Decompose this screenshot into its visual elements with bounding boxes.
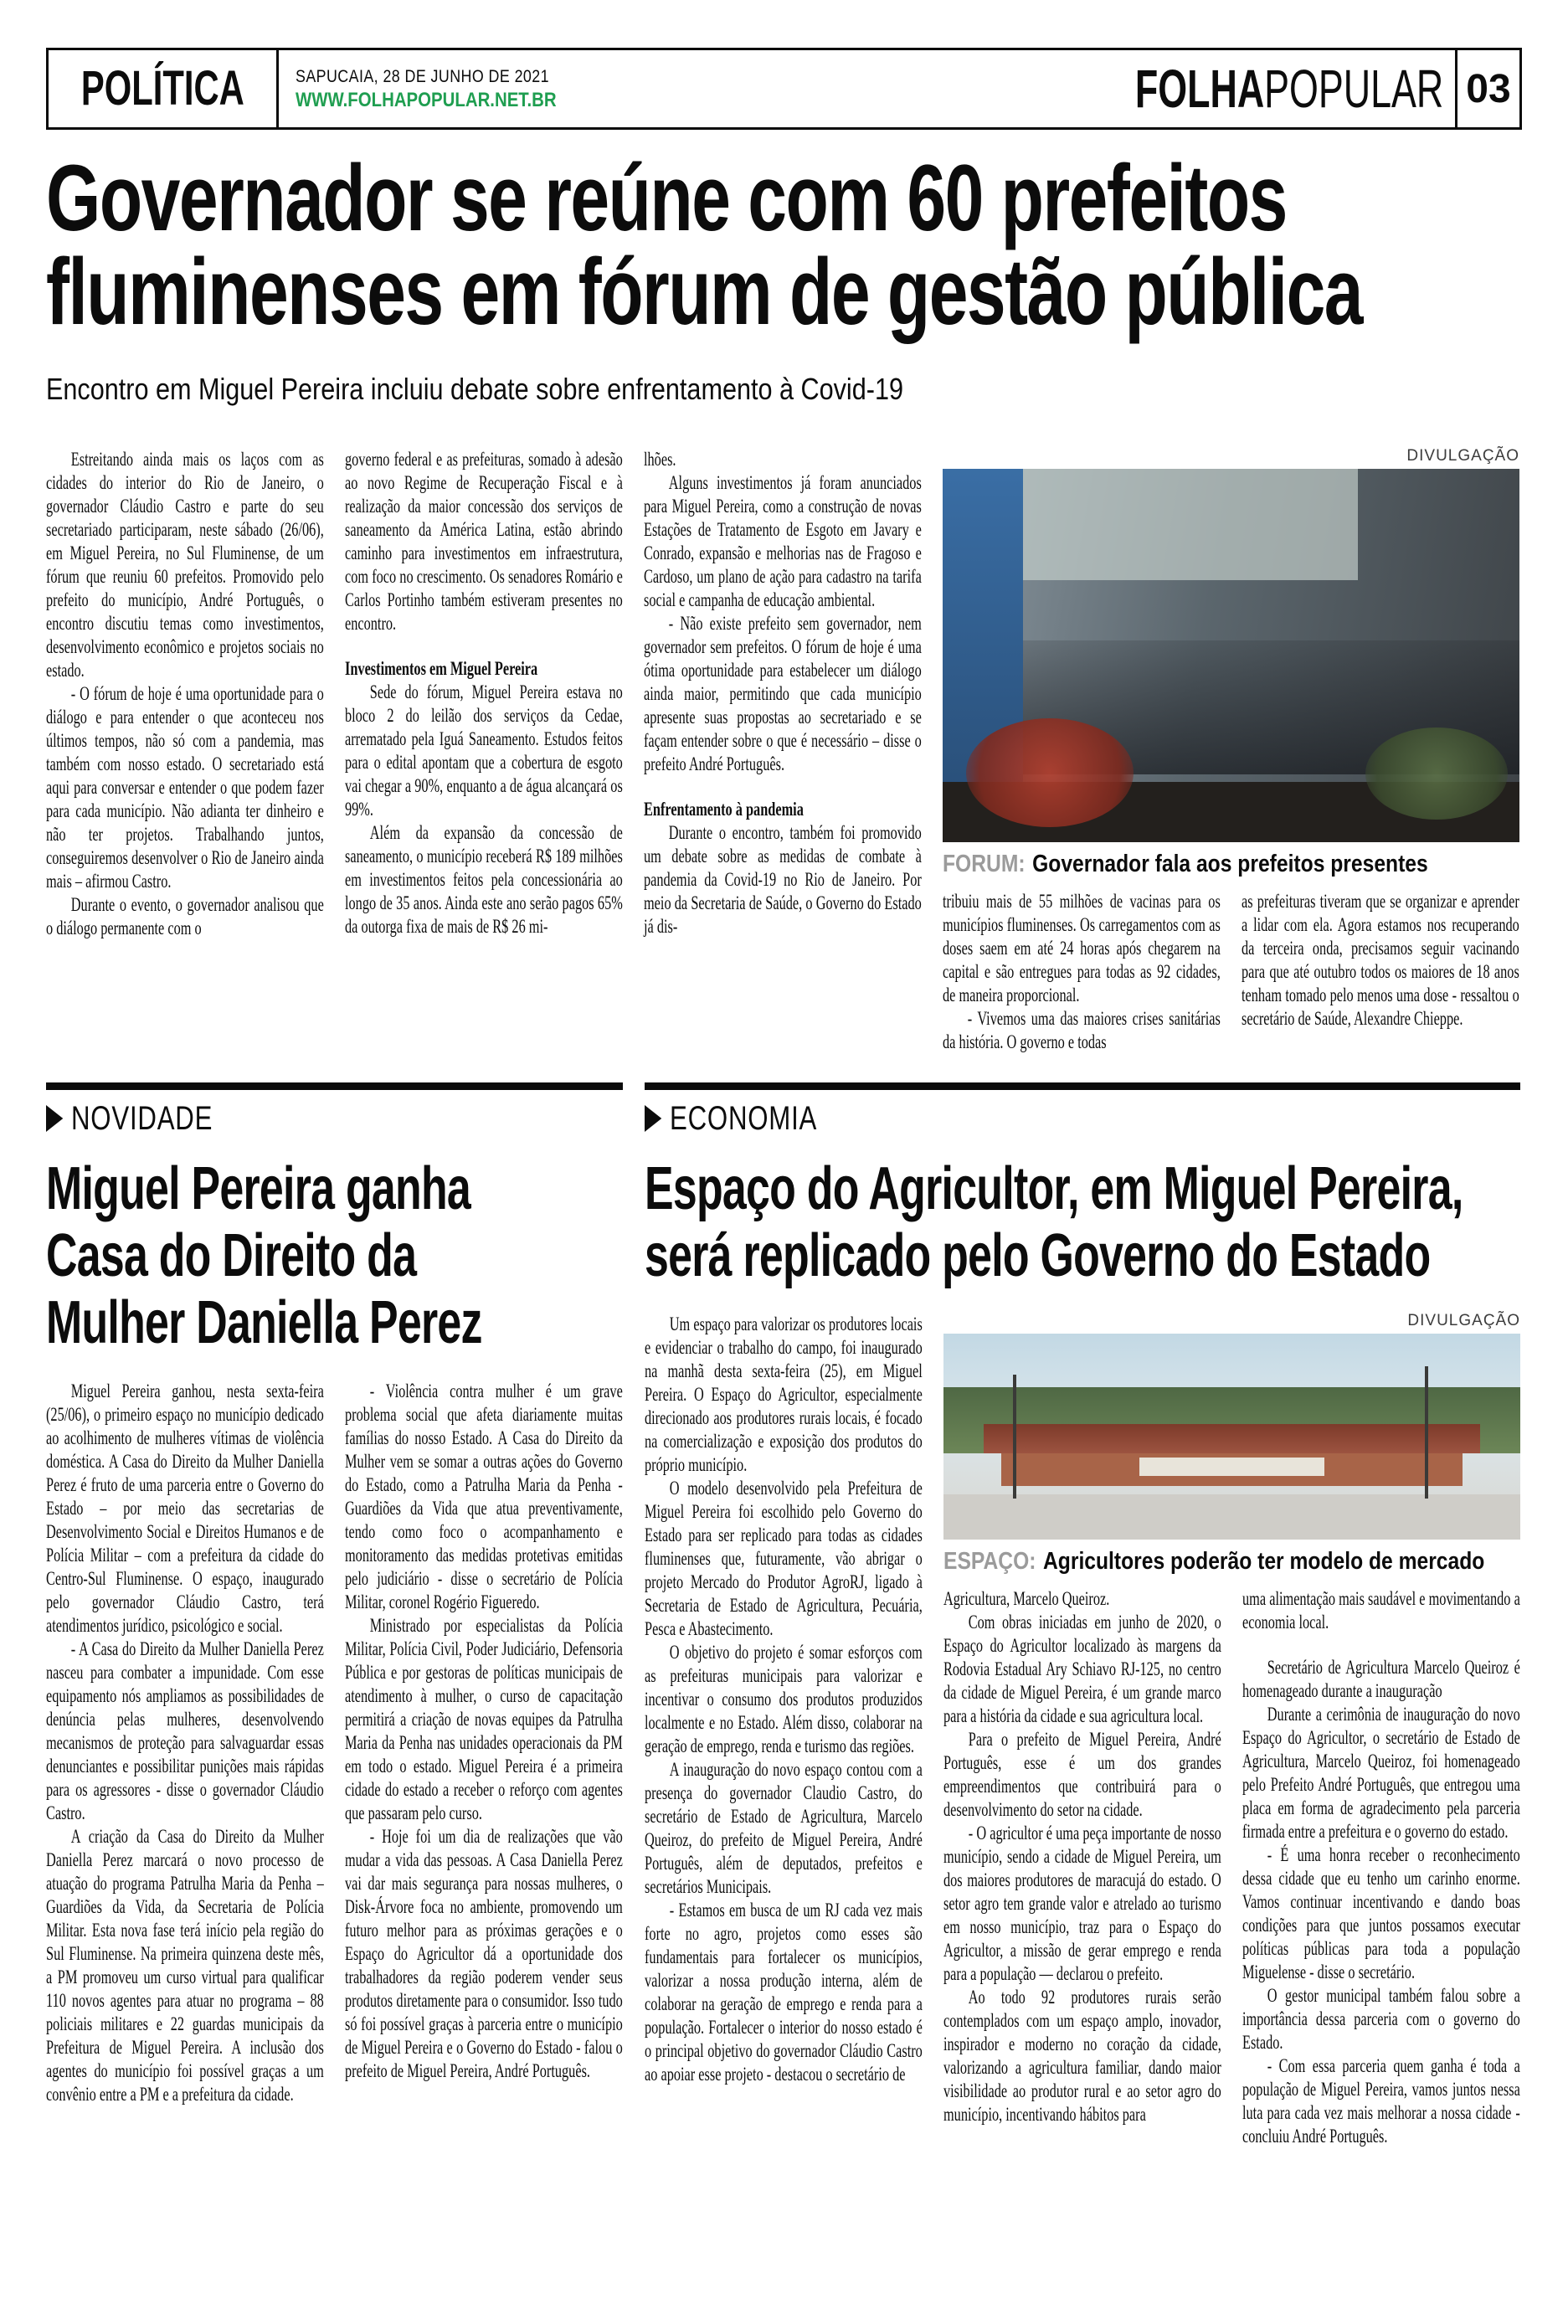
economia-column-3 xyxy=(1242,1587,1520,2148)
kicker-triangle-icon xyxy=(46,1105,63,1132)
body-paragraph: Investimentos em Miguel Pereira xyxy=(345,657,538,679)
main-deck: Encontro em Miguel Pereira incluiu debate sobre enfrentamento à Covid-19 xyxy=(46,372,903,406)
body-paragraph: Enfrentamento à pandemia xyxy=(644,798,804,820)
headline-line: Casa do Direito da xyxy=(46,1221,417,1289)
main-headline xyxy=(46,146,1522,344)
body-paragraph: - Não existe prefeito sem governador, nem governador sem prefeitos. O fórum de hoje é uma ótima oportunidade para estabelecer um diálogo ainda maior, permitindo que cada município apresente suas propostas ao secretariado e se façam entender sobre o que é necessário – disse o prefeito André Português. xyxy=(644,612,922,774)
body-paragraph: A criação da Casa do Direito da Mulher Daniella Perez marcará o novo processo de atuação do programa Patrulha Maria da Penha – Guardiões da Vida, da Secretaria de Polícia Militar. Esta nova fase terá início pela região do Sul Fluminense. Na primeira quinzena deste mês, a PM promoveu um curso virtual para qualificar 110 novos agentes para atuar no programa – 88 policiais militares e 22 guardas municipais da Prefeitura de Miguel Pereira. A inclusão dos agentes do município foi possível graças a um convênio entre a PM e a prefeitura da cidade. xyxy=(46,1825,324,2105)
caption-text: Agricultores poderão ter modelo de mercado xyxy=(1042,1547,1485,1575)
body-paragraph: tribuiu mais de 55 milhões de vacinas para os municípios fluminenses. Os carregamentos com as doses saem em até 24 horas após chegarem na capital e são entregues para todas as 92 cidades, de maneira proporcional. xyxy=(943,890,1221,1005)
photo-credit: DIVULGAÇÃO xyxy=(1407,1311,1520,1329)
body-paragraph: lhões. xyxy=(644,448,676,470)
body-paragraph: Miguel Pereira ganhou, nesta sexta-feira (25/06), o primeiro espaço no município dedicado ao acolhimento de mulheres vítimas de violência doméstica. A Casa do Direito da Mulher Daniella Perez é fruto de uma parceria entre o Governo do Estado – por meio das secretarias de Desenvolvimento Social e Direitos Humanos e de Polícia Militar – com a prefeitura da cidade do Centro-Sul Fluminense. O espaço, inaugurado pelo governador Cláudio Castro, terá atendimentos jurídico, psicológico e social. xyxy=(46,1380,324,1636)
economia-body xyxy=(645,1313,1520,2148)
photo-credit: DIVULGAÇÃO xyxy=(1406,446,1519,465)
kicker-label: ECONOMIA xyxy=(670,1099,818,1137)
body-paragraph: - Violência contra mulher é um grave problema social que afeta diariamente muitas famílias do nosso Estado. A Casa do Direito da Mulher vem se somar a outras ações do Governo do Estado, como a Patrulha Maria da Penha - Guardiões da Vida que atua preventivamente, tendo como foco o acompanhamento e monitoramento das medidas protetivas emitidas pelo judiciário - disse o secretário de Polícia Militar, coronel Rogério Figueredo. xyxy=(345,1380,623,1612)
photo-texture xyxy=(1365,728,1508,820)
photo-texture xyxy=(984,1424,1480,1452)
body-paragraph: as prefeituras tiveram que se organizar e aprender a lidar com ela. Agora estamos nos recuperando da terceira onda, precisamos seguir vacinando para que até outubro todos os maiores de 18 anos tenham tomado pelo menos uma dose - ressaltou o secretário de Saúde, Alexandre Chieppe. xyxy=(1242,890,1519,1029)
novidade-column-2 xyxy=(345,1380,623,2106)
body-paragraph: - Com essa parceria quem ganha é toda a população de Miguel Pereira, vamos juntos nessa luta para cada vez mais melhorar a nossa cidade - concluiu André Português. xyxy=(1242,2055,1520,2147)
headline-line: fluminenses em fórum de gestão pública xyxy=(46,239,1363,344)
economia-headline xyxy=(645,1155,1520,1289)
economia-article xyxy=(645,1082,1520,2148)
body-paragraph: uma alimentação mais saudável e movimentando a economia local. xyxy=(1242,1588,1520,1633)
body-paragraph: Ao todo 92 produtores rurais serão contemplados com um espaço amplo, inovador, inspirador e moderno no coração da cidade, valorizando a agricultura familiar, dando maior visibilidade ao produtor rural e ao setor agro do município, incentivando hábitos para xyxy=(943,1987,1221,2126)
photo-texture xyxy=(1013,1375,1016,1499)
body-paragraph: - A Casa do Direito da Mulher Daniella Perez nasceu para combater a impunidade. Com esse equipamento nós ampliamos as possibilidades de denúncia pelas mulheres, desenvolvendo mecanismos de proteção para salvaguardar essas denunciantes e possibilitar punições mais rápidas para os agressores - disse o governador Cláudio Castro. xyxy=(46,1638,324,1823)
economia-column-1 xyxy=(645,1313,923,2148)
bottom-articles xyxy=(46,1082,1522,2148)
body-paragraph: Com obras iniciadas em junho de 2020, o Espaço do Agricultor localizado às margens da Rodovia Estadual Ary Schiavo RJ-125, no centro da cidade de Miguel Pereira, é um grande marco para a história da cidade e sua agricultura local. xyxy=(943,1612,1221,1727)
photo-texture xyxy=(966,718,1134,827)
body-paragraph: O objetivo do projeto é somar esforços com as prefeituras municipais para valorizar e incentivar o consumo dos produtos produzidos localmente e no Estado. Além disso, colaborar na geração de emprego, renda e turismo das regiões. xyxy=(645,1641,923,1756)
headline-line: Espaço do Agricultor, em Miguel Pereira, xyxy=(645,1154,1463,1222)
body-paragraph: Um espaço para valorizar os produtores locais e evidenciar o trabalho do campo, foi inaugurado na manhã desta sexta-feira (25), em Miguel Pereira. O Espaço do Agricultor, especialmente direcionado aos produtores rurais locais, é focado na comercialização e exposição dos produtos do próprio município. xyxy=(645,1313,923,1475)
photo-caption xyxy=(943,1548,1520,1576)
forum-photo-block xyxy=(943,448,1519,1054)
body-paragraph: Durante a cerimônia de inauguração do novo Espaço do Agricultor, o secretário de Estado de Agricultura, Marcelo Queiroz, foi homenageado pelo Prefeito André Português, que entregou uma placa em forma de agradecimento pela parceria firmada entre a prefeitura e o governo do estado. xyxy=(1242,1704,1520,1843)
caption-text: Governador fala aos prefeitos presentes xyxy=(1032,850,1428,877)
forum-photo xyxy=(943,469,1519,842)
issue-date: SAPUCAIA, 28 DE JUNHO DE 2021 xyxy=(296,66,549,86)
main-column-1 xyxy=(46,448,324,1054)
body-paragraph: governo federal e as prefeituras, somado à adesão ao novo Regime de Recuperação Fiscal e à realização da maior concessão dos serviços de saneamento da América Latina, estão abrindo caminho para investimentos em infraestrutura, com foco no crescimento. Os senadores Romário e Carlos Portinho também estiveram presentes no encontro. xyxy=(345,448,623,634)
espaco-photo-block xyxy=(943,1313,1520,2148)
body-paragraph: O modelo desenvolvido pela Prefeitura de Miguel Pereira foi escolhido pelo Governo do Estado para ser replicado para todas as cidades fluminenses que, futuramente, vão abrigar o projeto Mercado do Produtor AgroRJ, ligado à Secretaria de Estado de Agricultura, Pecuária, Pesca e Abastecimento. xyxy=(645,1477,923,1639)
photo-texture xyxy=(1425,1366,1428,1498)
economia-column-2 xyxy=(943,1587,1221,2148)
body-paragraph: - Estamos em busca de um RJ cada vez mais forte no agro, projetos como esses são fundamentais para fortalecer os municípios, valorizar a nossa produção interna, além de colaborar na geração de emprego e renda para a população. Fortalecer o interior do nosso estado é o principal objetivo do governador Cláudio Castro ao apoiar esse projeto - destacou o secretário de xyxy=(645,1899,923,2085)
espaco-photo xyxy=(943,1334,1520,1540)
body-paragraph: - Hoje foi um dia de realizações que vão mudar a vida das pessoas. A Casa Daniella Perez vai dar mais segurança para nossas mulheres, o Disk-Árvore foca no ambiente, promovendo um futuro melhor para as próximas gerações e o Espaço do Agricultor dá a oportunidade dos trabalhadores da região poderem vender seus produtos diretamente para o consumidor. Isso tudo só foi possível graças à parceria entre o município de Miguel Pereira e o Governo do Estado - falou o prefeito de Miguel Pereira, André Português. xyxy=(345,1825,623,2081)
caption-label: ESPAÇO: xyxy=(943,1547,1036,1575)
kicker-label: NOVIDADE xyxy=(71,1099,213,1137)
site-url: WWW.FOLHAPOPULAR.NET.BR xyxy=(296,88,557,111)
body-paragraph: Secretário de Agricultura Marcelo Queiroz é homenageado durante a inauguração xyxy=(1242,1657,1520,1702)
photo-caption xyxy=(943,851,1519,878)
body-paragraph: Durante o encontro, também foi promovido um debate sobre as medidas de combate à pandemia da Covid-19 no Rio de Janeiro. Por meio da Secretaria de Saúde, o Governo do Estado já dis- xyxy=(644,821,922,937)
body-paragraph: Sede do fórum, Miguel Pereira estava no bloco 2 do leilão dos serviços da Cedae, arrematado pela Iguá Saneamento. Estudos feitos para o edital apontam que a cobertura de esgoto vai chegar a 90%, enquanto a de água alcançará os 99%. xyxy=(345,681,623,820)
body-paragraph: - O fórum de hoje é uma oportunidade para o diálogo e para entender o que aconteceu nos últimos tempos, não só com a pandemia, mas também com nosso estado. O secretariado está aqui para conversar e entender o que podem fazer para cada município. Não adianta ter dinheiro e não ter projetos. Trabalhando juntos, conseguiremos desenvolver o Rio de Janeiro ainda mais – afirmou Castro. xyxy=(46,682,324,892)
kicker-triangle-icon xyxy=(645,1105,661,1132)
page-number: 03 xyxy=(1455,50,1519,127)
body-paragraph: - É uma honra receber o reconhecimento dessa cidade que eu tenho um carinho enorme. Vamos continuar incentivando e dando boas condições para que juntos possamos executar políticas públicas para toda a população Miguelense - disse o secretário. xyxy=(1242,1844,1520,1983)
body-paragraph: Agricultura, Marcelo Queiroz. xyxy=(943,1588,1110,1610)
body-paragraph: Durante o evento, o governador analisou que o diálogo permanente com o xyxy=(46,893,324,938)
headline-line: Miguel Pereira ganha xyxy=(46,1154,471,1222)
economia-kicker xyxy=(645,1099,1520,1137)
novidade-kicker xyxy=(46,1099,623,1137)
section-rule xyxy=(46,1082,623,1090)
body-paragraph: Ministrado por especialistas da Polícia Militar, Polícia Civil, Poder Judiciário, Defensoria Pública e por gestoras de políticas municipais de atendimento à mulher, o curso de capacitação permitirá a criação de novas equipes da Patrulha Maria da Penha nas unidades operacionais da PM em todo o estado. Miguel Pereira é a primeira cidade do estado a receber o reforço com agentes que passaram pelo curso. xyxy=(345,1614,623,1823)
body-paragraph: O gestor municipal também falou sobre a importância dessa parceria com o governo do Estado. xyxy=(1242,1985,1520,2054)
body-paragraph: Para o prefeito de Miguel Pereira, André Português, esse é um dos grandes empreendimentos que contribuirá para o desenvolvimento do setor na cidade. xyxy=(943,1729,1221,1821)
body-paragraph: Estreitando ainda mais os laços com as cidades do interior do Rio de Janeiro, o governador Cláudio Castro e parte do seu secretariado participaram, neste sábado (26/06), em Miguel Pereira, no Sul Fluminense, de um fórum que reuniu 60 prefeitos. Promovido pelo prefeito do município, André Português, o encontro discutiu temas como investimentos, desenvolvimento econômico e projetos sociais no estado. xyxy=(46,448,324,681)
headline-line: Governador se reúne com 60 prefeitos xyxy=(46,146,1287,250)
photo-columns xyxy=(943,890,1519,1054)
masthead-bold: FOLHA xyxy=(1134,59,1264,119)
body-paragraph: A inauguração do novo espaço contou com a presença do governador Claudio Castro, do secretário de Estado de Agricultura, Marcelo Queiroz, do prefeito de Miguel Pereira, André Português, além de deputados, prefeitos e secretários Municipais. xyxy=(645,1758,923,1897)
main-article-body xyxy=(46,448,1522,1054)
body-paragraph: Alguns investimentos já foram anunciados para Miguel Pereira, como a construção de novas Estações de Tratamento de Esgoto em Javary e Conrado, expansão e melhorias nas de Fragoso e Cardoso, um plano de ação para cadastro na tarifa social e campanha de educação ambiental. xyxy=(644,471,922,610)
body-paragraph: - Vivemos uma das maiores crises sanitárias da história. O governo e todas xyxy=(943,1007,1221,1052)
novidade-headline xyxy=(46,1155,623,1356)
main-column-2 xyxy=(345,448,623,1054)
section-label: POLÍTICA xyxy=(80,61,244,116)
masthead-light: POPULAR xyxy=(1263,59,1443,119)
body-paragraph: - O agricultor é uma peça importante de nosso município, sendo a cidade de Miguel Pereira, um dos maiores produtores de maracujá do estado. O setor agro tem grande valor e atrelado ao turismo em nosso município, traz para o Espaço do Agricultor, a missão de gerar emprego e renda para a população — declarou o prefeito. xyxy=(943,1823,1221,1985)
issue-info xyxy=(279,50,1003,127)
photo-texture xyxy=(1023,469,1358,581)
masthead-bar xyxy=(46,48,1522,130)
main-column-3 xyxy=(644,448,922,1054)
novidade-article xyxy=(46,1082,623,2106)
novidade-column-1 xyxy=(46,1380,324,2106)
body-paragraph: Além da expansão da concessão de saneamento, o município receberá R$ 189 milhões em investimentos feitos pela concessionária ao longo de 35 anos. Ainda este ano serão pagos 65% da outorga fixa de mais de R$ 26 mi- xyxy=(345,821,623,937)
photo-texture xyxy=(943,1494,1520,1540)
headline-line: Mulher Daniella Perez xyxy=(46,1288,482,1356)
masthead xyxy=(1003,50,1455,127)
main-column-4 xyxy=(943,890,1221,1054)
caption-label: FORUM: xyxy=(943,850,1026,877)
section-rule xyxy=(645,1082,1520,1090)
photo-columns xyxy=(943,1587,1520,2148)
section-label-box xyxy=(49,50,279,127)
main-column-5 xyxy=(1242,890,1519,1054)
photo-texture xyxy=(1139,1458,1324,1476)
headline-line: será replicado pelo Governo do Estado xyxy=(645,1221,1431,1289)
novidade-body xyxy=(46,1380,623,2106)
